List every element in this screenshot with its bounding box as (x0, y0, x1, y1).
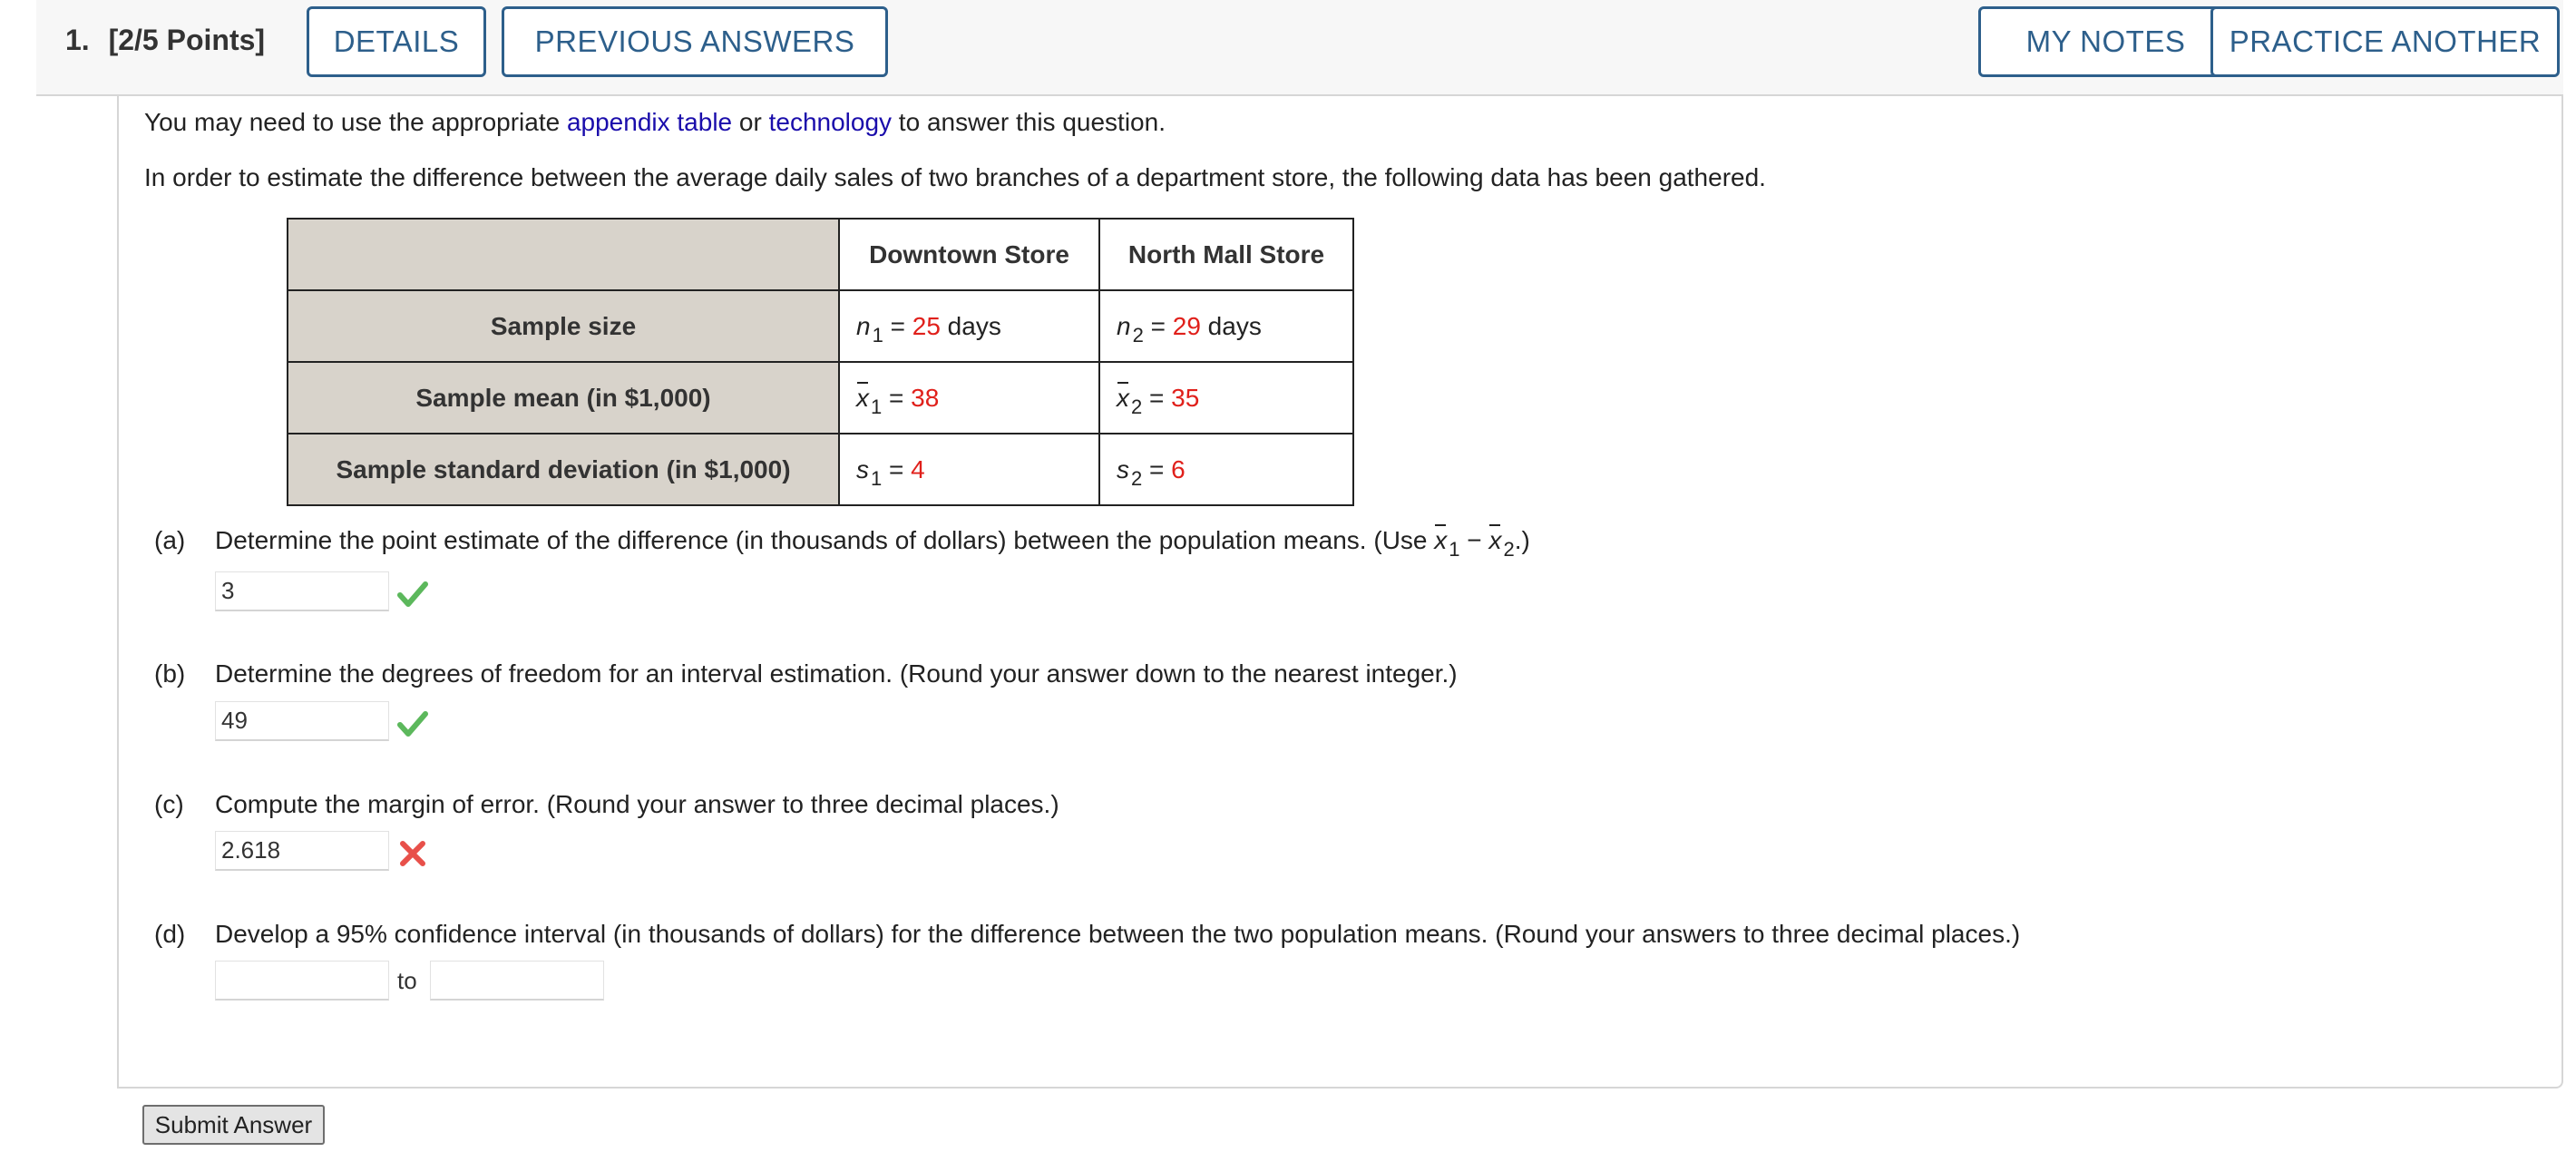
correct-check-icon (397, 579, 428, 610)
table-row-sample-sd (288, 434, 1353, 505)
value-n2: 29 (1172, 311, 1201, 340)
cell-s2 (1099, 434, 1353, 505)
intro-suffix: to answer this question. (892, 108, 1166, 136)
part-c-label: (c) (154, 790, 184, 818)
equals: = (883, 311, 912, 340)
part-b-label: (b) (154, 659, 186, 688)
subscript: 2 (1132, 323, 1144, 347)
subscript: 1 (872, 323, 883, 347)
part-a-label: (a) (154, 526, 186, 554)
cell-x2 (1099, 362, 1353, 434)
subscript: 2 (1131, 395, 1143, 418)
details-button[interactable]: DETAILS (307, 6, 486, 77)
part-b-answer-input[interactable] (215, 701, 389, 741)
part-d-label: (d) (154, 920, 186, 948)
submit-answer-button[interactable]: Submit Answer (142, 1105, 325, 1145)
value-n1: 25 (912, 311, 941, 340)
incorrect-x-icon (397, 838, 428, 869)
equals: = (1142, 454, 1172, 483)
equals: = (882, 454, 912, 483)
previous-answers-button[interactable]: PREVIOUS ANSWERS (502, 6, 888, 77)
row-label-sample-sd: Sample standard deviation (in $1,000) (288, 434, 839, 505)
subscript: 1 (871, 395, 883, 418)
table-row-sample-size (288, 290, 1353, 362)
column-header-north-mall: North Mall Store (1099, 219, 1353, 290)
table-row-sample-mean (288, 362, 1353, 434)
formula-sub2: 2 (1503, 538, 1515, 561)
problem-statement: In order to estimate the difference between the average daily sales of two branches of a department store, the following data has been gathered. (144, 163, 1766, 191)
part-d-text: Develop a 95% confidence interval (in thousands of dollars) for the difference between the two population means. (Round your answers to three decimal places.) (215, 920, 2021, 948)
table-header-row (288, 219, 1353, 290)
equals: = (882, 383, 912, 412)
formula-minus: − (1459, 526, 1489, 554)
intro-prefix: You may need to use the appropriate (144, 108, 567, 136)
part-c-text: Compute the margin of error. (Round your answer to three decimal places.) (215, 790, 1059, 818)
part-a-answer-input[interactable] (215, 571, 389, 611)
symbol-n: n (856, 311, 871, 340)
cell-s1 (839, 434, 1099, 505)
formula-xbar1: x (1434, 526, 1448, 554)
question-label (65, 24, 265, 57)
symbol-xbar: x (856, 383, 869, 412)
part-d-to-label: to (397, 967, 417, 994)
formula-sub1: 1 (1449, 538, 1460, 561)
part-d-lower-input[interactable] (215, 961, 389, 1001)
part-c-answer-input[interactable] (215, 831, 389, 871)
value-s1: 4 (911, 454, 925, 483)
equals: = (1143, 311, 1173, 340)
symbol-xbar: x (1117, 383, 1129, 412)
unit-days: days (1200, 311, 1262, 340)
symbol-s: s (1117, 454, 1129, 483)
subscript: 2 (1131, 466, 1143, 490)
formula-xbar2: x (1488, 526, 1502, 554)
correct-check-icon (397, 708, 428, 739)
part-d-upper-input[interactable] (430, 961, 604, 1001)
cell-n2 (1099, 290, 1353, 362)
value-x2: 35 (1171, 383, 1200, 412)
technology-link[interactable]: technology (768, 108, 893, 136)
subscript: 1 (871, 466, 883, 490)
part-b-text: Determine the degrees of freedom for an interval estimation. (Round your answer down to the nearest integer.) (215, 659, 1458, 688)
question-points: [2/5 Points] (108, 24, 266, 56)
appendix-table-link[interactable]: appendix table (566, 108, 733, 136)
value-x1: 38 (911, 383, 940, 412)
row-label-sample-size: Sample size (288, 290, 839, 362)
unit-days: days (940, 311, 1001, 340)
cell-x1 (839, 362, 1099, 434)
my-notes-button[interactable]: MY NOTES (1978, 6, 2233, 77)
intro-text (144, 108, 1166, 137)
question-header (36, 0, 2563, 96)
cell-n1 (839, 290, 1099, 362)
part-a-question (215, 526, 1530, 561)
question-number: 1. (65, 24, 90, 56)
part-a-text: Determine the point estimate of the difference (in thousands of dollars) between the population means. (Use (215, 526, 1435, 554)
practice-another-button[interactable]: PRACTICE ANOTHER (2210, 6, 2560, 77)
equals: = (1142, 383, 1172, 412)
value-s2: 6 (1171, 454, 1186, 483)
formula-end: .) (1514, 526, 1530, 554)
row-label-sample-mean: Sample mean (in $1,000) (288, 362, 839, 434)
symbol-n: n (1117, 311, 1131, 340)
symbol-s: s (856, 454, 869, 483)
column-header-downtown: Downtown Store (839, 219, 1099, 290)
sample-data-table (287, 218, 1354, 506)
intro-middle: or (732, 108, 769, 136)
table-corner-cell (288, 219, 839, 290)
